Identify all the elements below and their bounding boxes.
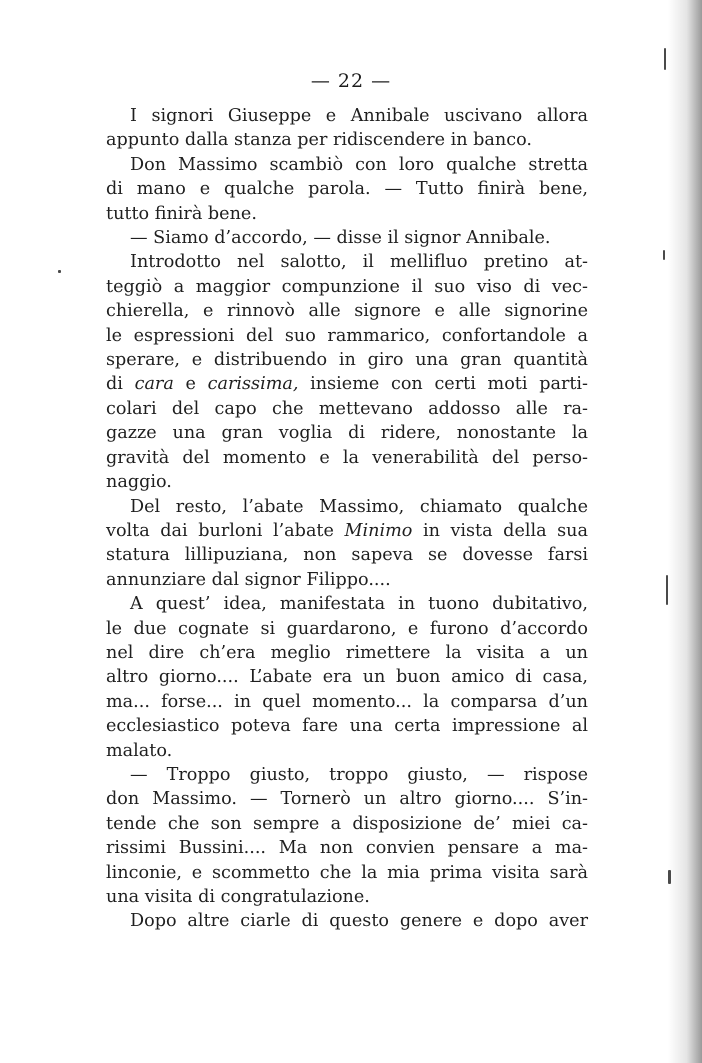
text-line: statura lillipuziana, non sapeva se dovesse farsi — [106, 545, 588, 566]
italic-word: Minimo — [344, 520, 413, 541]
text-line: sperare, e distribuendo in giro una gran quantità — [106, 350, 588, 371]
text-segment: volta dai burloni l’abate — [106, 520, 345, 541]
text-line: colari del capo che mettevano addosso alle ra- — [106, 398, 588, 419]
text-line: A quest’ idea, manifestata in tuono dubitativo, — [130, 594, 588, 615]
text-line: tutto finirà bene. — [106, 203, 257, 224]
page-edge-shadow — [668, 0, 702, 1063]
text-line: Don Massimo scambiò con loro qualche stretta — [130, 154, 588, 175]
page-number: — 22 — — [310, 70, 392, 92]
text-line: don Massimo. — Tornerò un altro giorno.... S’in- — [106, 789, 588, 810]
text-line: ecclesiastico poteva fare una certa impressione al — [106, 716, 588, 737]
text-line: gazze una gran voglia di ridere, nonostante la — [106, 423, 588, 444]
print-speck — [668, 870, 671, 884]
text-segment: in vista della sua — [412, 520, 589, 541]
text-line — [106, 519, 588, 543]
text-line: gravità del momento e la venerabilità del perso- — [106, 447, 588, 468]
text-line: teggiò a maggior compunzione il suo viso di vec- — [106, 276, 588, 297]
text-line — [106, 372, 588, 396]
print-speck — [666, 575, 668, 605]
text-line: Dopo altre ciarle di questo genere e dopo aver — [130, 911, 588, 932]
text-line: una visita di congratulazione. — [106, 887, 370, 907]
text-line: Del resto, l’abate Massimo, chiamato qualche — [130, 496, 588, 517]
text-line: — Siamo d’accordo, — disse il signor Annibale. — [130, 228, 551, 249]
text-line: ma... forse... in quel momento... la comparsa d’un — [106, 691, 588, 712]
print-speck — [58, 270, 61, 273]
text-line: malato. — [106, 740, 173, 761]
text-line: naggio. — [106, 472, 172, 493]
print-speck — [663, 250, 665, 260]
text-line: nel dire ch’era meglio rimettere la visita a un — [106, 642, 588, 663]
text-line: appunto dalla stanza per ridiscendere in banco. — [106, 130, 532, 151]
text-line: annunziare dal signor Filippo.... — [106, 569, 391, 590]
text-line: linconie, e scommetto che la mia prima visita sarà — [106, 862, 588, 883]
text-line: rissimi Bussini.... Ma non convien pensare a ma- — [106, 838, 588, 859]
text-segment: e — [173, 374, 208, 395]
text-segment: insieme con certi moti parti- — [298, 374, 588, 395]
body-text — [106, 104, 588, 934]
text-line: di mano e qualche parola. — Tutto finirà bene, — [106, 179, 588, 200]
print-speck — [664, 48, 666, 70]
text-line: — Troppo giusto, troppo giusto, — rispose — [130, 764, 588, 785]
text-line: I signori Giuseppe e Annibale uscivano allora — [130, 106, 588, 126]
text-line: le due cognate si guardarono, e furono d’accordo — [106, 618, 588, 639]
italic-word: cara — [134, 374, 174, 395]
text-line: altro giorno.... L’abate era un buon amico di casa, — [106, 667, 588, 688]
text-segment: di — [106, 374, 135, 395]
text-line: tende che son sempre a disposizione de’ miei ca- — [106, 813, 588, 834]
text-line: Introdotto nel salotto, il mellifluo pretino at- — [130, 252, 588, 273]
italic-word: carissima, — [207, 374, 299, 395]
text-line: le espressioni del suo rammarico, confortandole a — [106, 325, 588, 346]
text-line: chierella, e rinnovò alle signore e alle signorine — [106, 301, 588, 322]
